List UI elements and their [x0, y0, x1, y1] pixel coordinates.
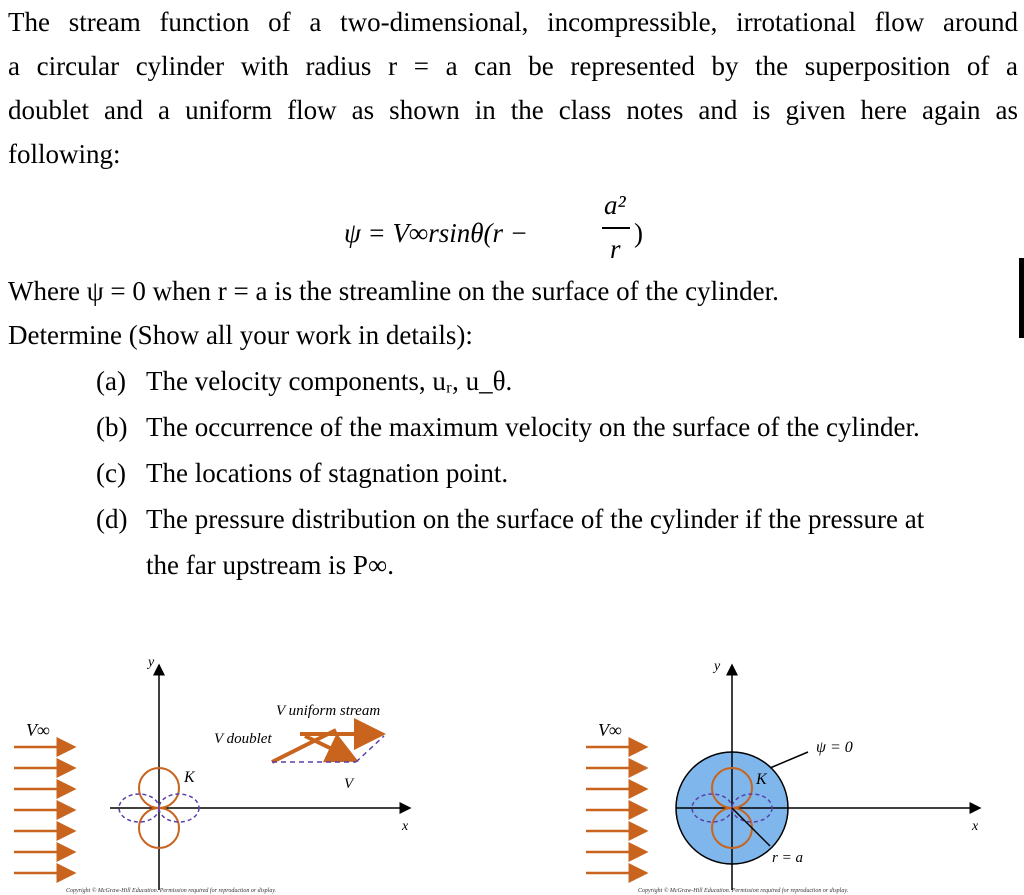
doublet-strength-label: K — [184, 769, 195, 786]
radius-label: r = a — [772, 850, 803, 866]
page-edge-bar — [1019, 258, 1024, 338]
figure-right — [580, 640, 1020, 895]
freestream-arrows — [14, 747, 74, 873]
formula-denominator: r — [610, 234, 621, 264]
intro-line-2: a circular cylinder with radius r = a can be represented by the superposition of a — [8, 51, 1018, 81]
part-b-label: (b) — [96, 412, 128, 442]
part-b — [96, 412, 920, 443]
fraction-bar — [602, 227, 630, 229]
formula-numerator: a² — [604, 190, 626, 220]
streamline-label: ψ = 0 — [816, 739, 853, 756]
copyright-left: Copyright © McGraw-Hill Education. Permission required for reproduction or display. — [66, 888, 277, 894]
part-d-continuation: the far upstream is P∞. — [146, 550, 394, 580]
copyright-right: Copyright © McGraw-Hill Education. Permission required for reproduction or display. — [638, 888, 849, 894]
part-d — [96, 504, 924, 535]
doublet-strength-label: K — [756, 771, 767, 788]
doublet-vector-label: V doublet — [214, 731, 272, 747]
x-axis-label: x — [402, 819, 409, 834]
vector-diagram — [272, 730, 384, 762]
formula-close: ) — [634, 218, 643, 248]
y-axis-label: y — [714, 659, 721, 674]
uniform-stream-label: V uniform stream — [276, 703, 381, 719]
part-c-text: The locations of stagnation point. — [146, 458, 509, 488]
part-a — [96, 366, 512, 397]
part-b-text: The occurrence of the maximum velocity on the surface of the cylinder. — [146, 412, 920, 442]
x-axis-label: x — [972, 819, 979, 834]
freestream-arrows — [586, 747, 646, 873]
part-c-label: (c) — [96, 458, 126, 488]
intro-line-4: following: — [8, 139, 121, 169]
where-line: Where ψ = 0 when r = a is the streamline on the surface of the cylinder. — [8, 276, 779, 306]
part-c — [96, 458, 508, 489]
formula-lhs: ψ = V∞rsinθ(r − — [344, 218, 528, 248]
freestream-label: V∞ — [598, 720, 622, 740]
resultant-label: V — [344, 776, 354, 792]
part-d-label: (d) — [96, 504, 128, 534]
figure-left — [0, 640, 440, 895]
part-a-label: (a) — [96, 366, 126, 396]
intro-line-1: The stream function of a two-dimensional, incompressible, irrotational flow around — [8, 7, 1018, 37]
freestream-label: V∞ — [26, 720, 50, 740]
stream-function-formula — [0, 190, 1024, 266]
part-a-text: The velocity components, uᵣ, u_θ. — [146, 366, 513, 396]
y-axis-label: y — [148, 655, 155, 670]
dashed-parallelogram-side — [356, 736, 384, 762]
streamline-leader — [770, 752, 808, 768]
part-d-text: The pressure distribution on the surface of the cylinder if the pressure at — [146, 504, 925, 534]
resultant-vector — [305, 736, 355, 760]
problem-intro — [8, 0, 1018, 176]
intro-line-3: doublet and a uniform flow as shown in the class notes and is given here again as — [8, 95, 1018, 125]
determine-line: Determine (Show all your work in details): — [8, 320, 473, 350]
